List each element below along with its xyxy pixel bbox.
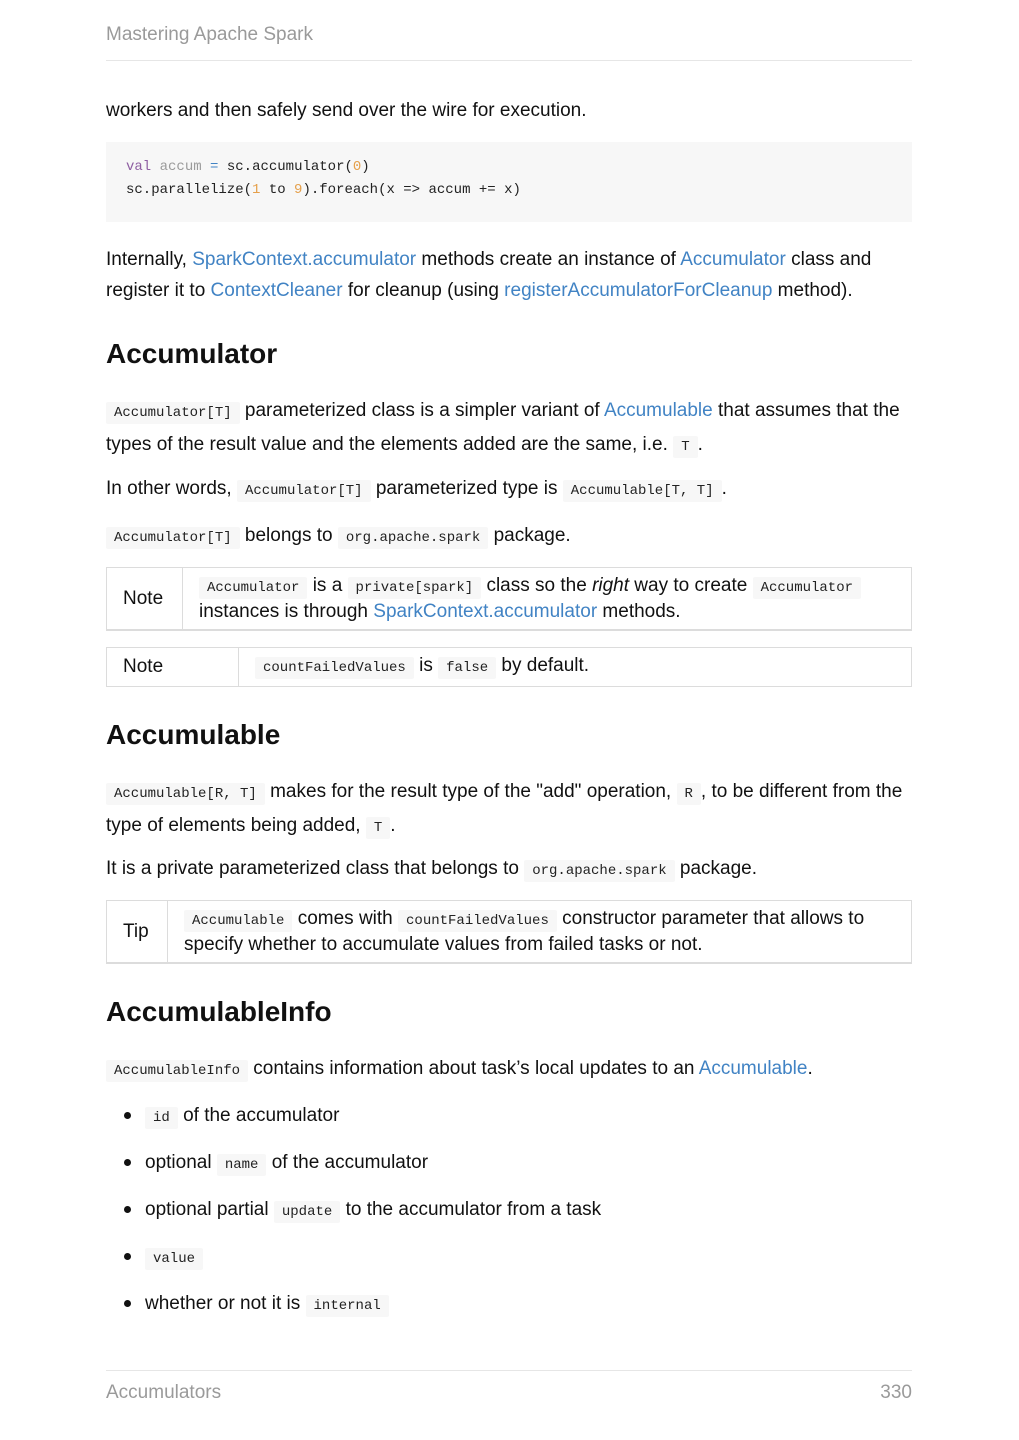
footer-page-number: 330 (880, 1382, 912, 1403)
heading-accumulable: Accumulable (106, 719, 281, 750)
note-body: countFailedValues is false by default. (239, 648, 911, 686)
footer-chapter: Accumulators (106, 1382, 222, 1403)
link-registeraccumulatorforcleanup[interactable]: registerAccumulatorForCleanup (504, 280, 773, 301)
note-body: Accumulator is a private[spark] class so the right way to create Accumulator instances is through SparkContext.accumulator methods. (183, 568, 911, 629)
accumulable-paragraph-1: Accumulable[R, T] makes for the result type of the "add" operation, R , to be different from the type of elements being added, T . (106, 776, 912, 844)
list-item: optional partial update to the accumulator from a task (106, 1194, 912, 1241)
footer-divider (106, 1370, 912, 1371)
header-divider (106, 60, 912, 61)
accumulator-paragraph-3: Accumulator[T] belongs to org.apache.spark package. (106, 520, 912, 554)
link-contextcleaner[interactable]: ContextCleaner (210, 280, 343, 301)
code-line-2: sc.parallelize(1 to 9).foreach(x => accum += x) (126, 182, 521, 198)
intro-paragraph: workers and then safely send over the wire for execution. (106, 100, 587, 121)
link-sparkcontext-accumulator[interactable]: SparkContext.accumulator (192, 249, 417, 270)
accumulableinfo-paragraph: AccumulableInfo contains information about task’s local updates to an Accumulable. (106, 1053, 912, 1087)
code-line-1: val accum = sc.accumulator(0) (126, 159, 370, 175)
note-admonition-2 (106, 647, 912, 687)
link-accumulator[interactable]: Accumulator (680, 249, 786, 270)
tip-admonition (106, 900, 912, 964)
internally-paragraph: Internally, SparkContext.accumulator methods create an instance of Accumulator class and register it to ContextCleaner for cleanup (using registerAccumulatorForCleanup method). (106, 249, 872, 301)
link-accumulable-info[interactable]: Accumulable (698, 1058, 808, 1079)
note-admonition-1 (106, 567, 912, 631)
accumulableinfo-list (106, 1100, 912, 1335)
tip-label: Tip (107, 901, 168, 962)
list-item: value (106, 1241, 912, 1288)
list-item: whether or not it is internal (106, 1288, 912, 1335)
list-item: id of the accumulator (106, 1100, 912, 1147)
accumulable-paragraph-2: It is a private parameterized class that belongs to org.apache.spark package. (106, 853, 912, 887)
note-label: Note (107, 568, 183, 629)
list-item: optional name of the accumulator (106, 1147, 912, 1194)
running-header: Mastering Apache Spark (106, 24, 314, 45)
tip-body: Accumulable comes with countFailedValues constructor parameter that allows to specify whether to accumulate values from failed tasks or not. (184, 908, 865, 955)
heading-accumulator: Accumulator (106, 338, 278, 369)
accumulator-paragraph-2: In other words, Accumulator[T] parameterized type is Accumulable[T, T] . (106, 473, 912, 507)
accumulator-paragraph-1: Accumulator[T] parameterized class is a simpler variant of Accumulable that assumes that the types of the result value and the elements added are the same, i.e. T . (106, 395, 912, 463)
code-block (106, 142, 912, 222)
link-accumulable[interactable]: Accumulable (603, 400, 713, 421)
note-label: Note (107, 648, 239, 686)
heading-accumulableinfo: AccumulableInfo (106, 996, 332, 1027)
link-sparkcontext-accumulator-note[interactable]: SparkContext.accumulator (373, 601, 598, 622)
